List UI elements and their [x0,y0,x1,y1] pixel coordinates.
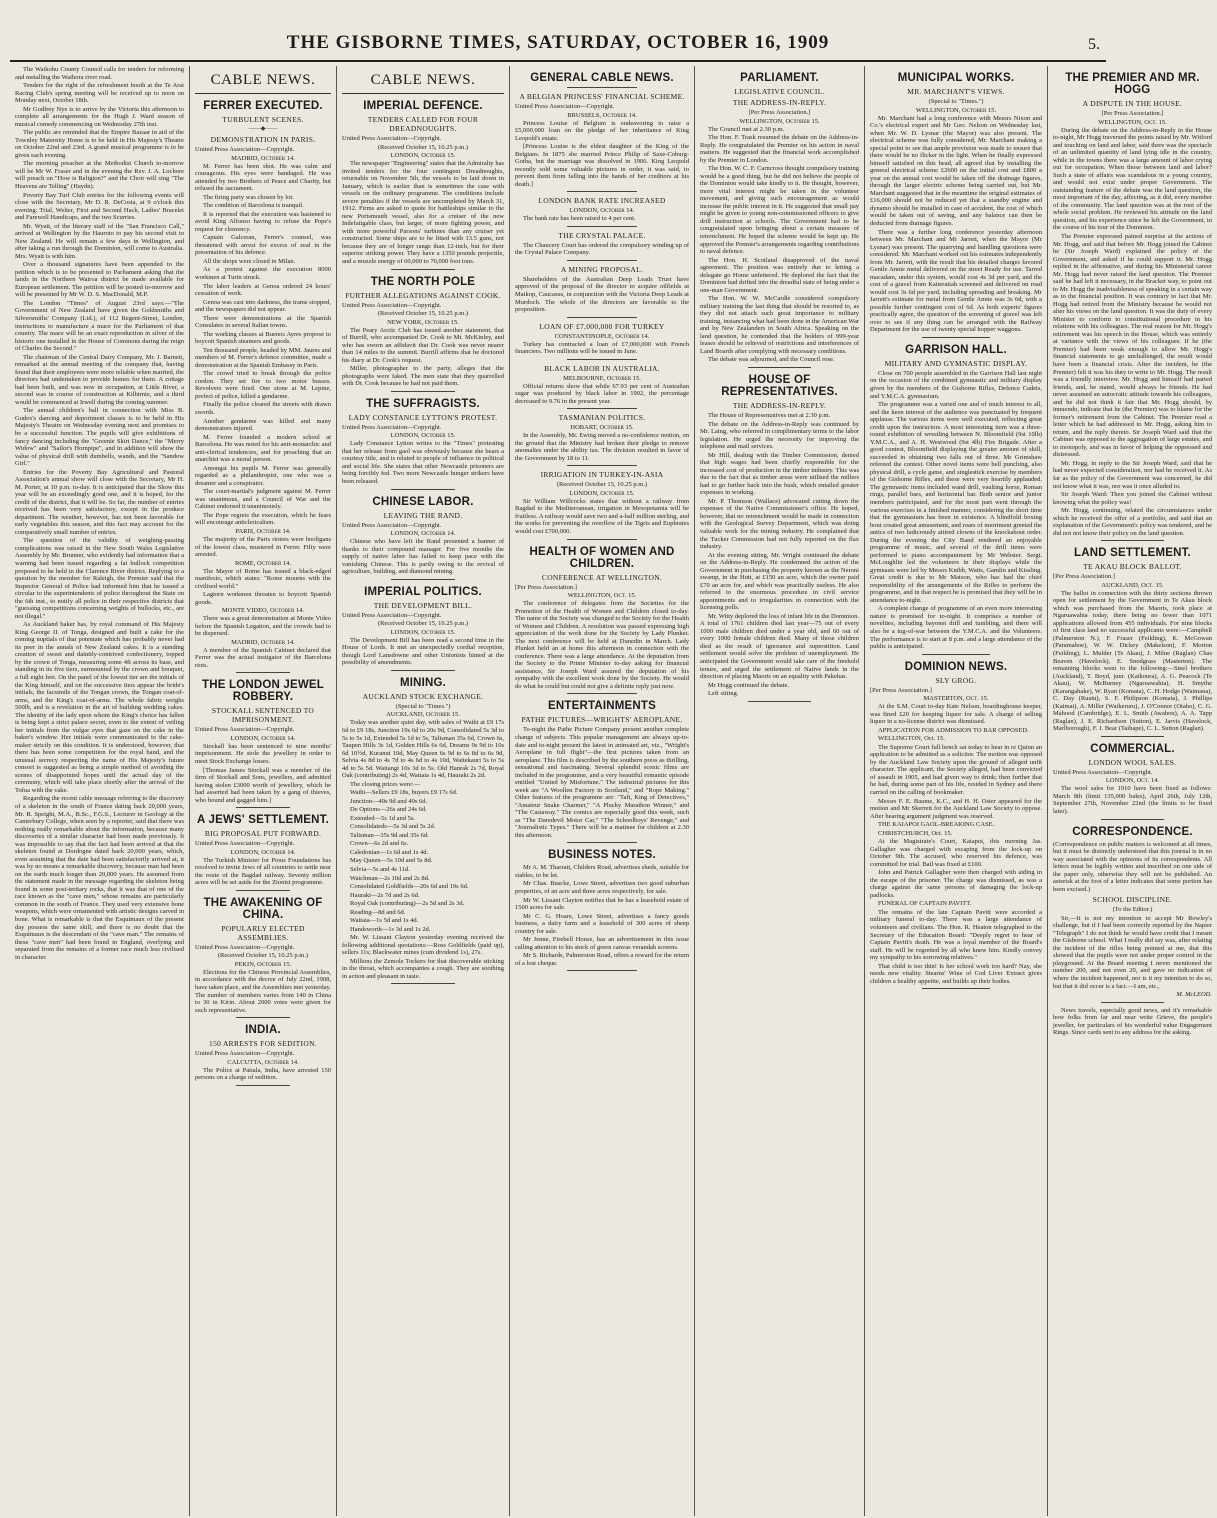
dateline: HOBART, October 15. [570,424,634,432]
received-note: (Received October 15, 10.25 p.m.) [556,481,648,489]
section-rule [236,890,290,891]
column-5 [695,66,865,1516]
article-subheading: IRRIGATION IN TURKEY-IN-ASIA [540,470,664,480]
article-paragraph: The Police at Patiala, India, have arrested 150 persons on a charge of sedition. [195,1066,331,1082]
section-rule [748,701,812,702]
local-news-paragraph: Regarding the recent cable message referring to the discovery of a skeleton in the south of France dating back 20,000 years, Mr. R. Speight, M.A., B.Sc., F.G.S., Lecturer in Geology at the Canterbury College, when seen by a reporter, said that there was nothing really remarkable about the information, because many discoveries of a similar character had been made previously. It was impossible to say that the fact had been arrived at that the skeleton found at Dordogne dated back 20,000 years, which, even assuming that the date had been satisfactorily arrived at, it was by no means a remarkable discovery, because man had been on the earth much longer than 20,000 years. He assumed from the statement made in the message regarding the skeleton being found in some post-tertiary rocks, that it was that of one of the race known as the "cave men," whose remains are particularly common in the south of France. They used very extensive bone weapons, which were ornamented with artistic designs carved in bone. What is remarkable is that the Esquimaux of the present day possess the same skill, and there is no doubt that the Esquimaux is the descendant of the "cave man." The remains of these "cave men" had been found in England, overlying and separated from the remains of a former race much less civilised in character. [15,795,184,961]
local-news-paragraph: The question of the validity of weighing-passing complications was raised in the New South Wales Legislative Assembly by Mr. Brunner, who evidently had information that a warning had been issued regarding a fat bullock competition proposed to be held in the Clarence River district. Replying to a question by the member for Raleigh, the Premier said that the Inspector General of Police had informed him that he issued a circular to the superintendents of police throughout the State on the 6th inst., to notify all police in their respective districts that "guessing competitions concerning weights of bullocks, etc., are not illegal." [15,537,184,620]
article-paragraph: Hauraki—2s 7d and 2s 6d. [350,891,420,899]
press-credit: [Per Press Association.] [515,583,577,591]
article-subheading: MR. MARCHANT'S VIEWS. [907,87,1005,96]
dateline: WELLINGTON, October 15. [739,117,820,125]
article-subheading: AUCKLAND STOCK EXCHANGE. [362,691,484,701]
dateline: WELLINGTON, Oct. 15. [567,592,637,600]
article-subheading: FURTHER ALLEGATIONS AGAINST COOK. [345,290,501,300]
press-credit: United Press Association—Copyright. [342,135,442,142]
article-headline: DOMINION NEWS. [904,660,1008,673]
article-paragraph: Mr Hogg continued the debate. [708,681,790,689]
article-paragraph: The debate was adjourned, and the Council rose. [708,356,835,364]
received-note: (Received October 15, 10.25 p.m.) [377,620,469,628]
page-number: 5. [1088,36,1100,53]
article-headline: THE AWAKENING OF CHINA. [203,896,323,921]
article-paragraph: It is reported that the execution was hastened to avoid King Alfonso having to refuse the Pope's request for clemency. [195,210,331,233]
section-rule [236,807,290,808]
article-subheading: PATHE PICTURES—WRIGHTS' AEROPLANE. [521,715,683,725]
article-paragraph: The ballot in connection with the thirty sections thrown open for settlement by the Government in Te Akau block which was purchased from the Maoris, took place at Ngaruawahia today, there being no fewer than 1071 applications allowed from 455 individuals. For nine blocks of first class land no successful applicants were:—Campbell (Palmerston N.), F. Fraser (Feilding), K. McGowan (Patumahoe), W. W. Dickey (Makelson), F. Morton (Feilding), L. Mulder (Te Akau), J. Milne (Raglan) Chas Beaven (Havelock), E. Snodgrass (Masterton). The remaining blocks went to the following:—Steel brothers (Auckland), T. Boyd, junr. (Kaikoura), A. G. Peacock (Te Akau), W. McBurney (Ngaruawahia), H. Smythe (Karangahake), W. Ryan (Komata), C. H. Hodge (Waimana), C. Day (Ruatu), S. F. Philipson (Komata), J. Phillips (Kaimai), A. Miller (Waikeruru), J. O'Connor (Otaho), C. G. Mahood (Cambridge), E. L. Smith (Awahou), A. A. Tapp (Raglan), J. E. Richardson (Sutton), E. Jarvis (Havelock, Marlborough), F. J. Bear (Taihape), C. L. Sutton (Raglan). [1053,589,1212,733]
article-paragraph: There were demonstrations at the Spanish Consulates in several Italian towns. [195,314,331,330]
article-paragraph: The working classes at Buenos Ayres propose to boycott Spanish steamers and goods. [195,330,331,346]
article-paragraph: The Pope regrets the execution, which he fears will encourage anticlericalism. [195,511,331,527]
article-paragraph: The House of Representatives met at 2.30 p.m. [708,412,831,419]
press-credit: [Per Press Association.] [870,686,932,694]
article-subheading: CONFERENCE AT WELLINGTON. [541,572,663,582]
article-paragraph: Mr. Witty deplored the loss of infant life in the Dominion. A total of 1761 children died last year—75 out of every 1000 male children died under a year old, and 60 out of every 1000 female children died. Many of those children died as the result of ignorance and superstition. Land settlement would solve the problem of unemployment. He anticipated the Government would take care of the freehold tenure, and urged the settlement of Native lands in the direction of placing Maoris on an equality with Pakehas. [700,612,859,681]
article-paragraph: Mr S. Richards, Palmerston Road, offers a reward for the return of a lost cheque. [515,952,689,967]
dateline: CONSTANTINOPLE, October 14. [554,332,650,340]
section-rule [391,489,456,490]
section-rule [1101,540,1165,541]
dateline: LONDON, October 15. [569,489,635,497]
article-subheading: THE ADDRESS-IN-REPLY. [732,401,827,410]
section-rule [567,359,637,360]
article-subheading: SLY GROG. [935,675,977,685]
article-headline: BUSINESS NOTES. [548,849,656,862]
article-paragraph: M. Ferrer founded a modern school at Barcelona. He was noted for his anti-monarchic and anti-clerical tendencies, and for preaching that an anarchist was a moral person. [195,433,331,464]
article-headline: A JEWS' SETTLEMENT. [197,814,329,827]
section-rule [391,391,456,392]
article-paragraph: Millions the Zemole Tockers for that discoverable sticking in the throat, which accompanies a cough. They are soothing in action and pleasant in taste. [342,957,504,980]
article-paragraph: Crown—6s 2d and 6s. [350,840,409,848]
article-paragraph: Shareholders of the Australian Deep Leads Trust have approved of the proposal of the director to acquire oilfields at Maikop, Caucasus, in conjunction with the Victoria Deep Leads at Murdoch. The whole of the directors are favorable to the proposition. [515,275,689,314]
article-paragraph: The Supreme Court full bench sat today to hear in re Quinn an application to be admitted as a solicitor. The motion was opposed by the Auckland Law Society upon the ground of alleged unfit character. The applicant, the Society alleged, had been convicted of assault in 1905, and had given way to drink; then further that he had, during some part of his life, resided in Sydney and there carried on the calling of bookmaker. [870,743,1042,796]
dateline: MADRID, October 14. [231,638,295,646]
dateline: NEW YORK, October 15. [387,318,459,326]
article-paragraph: Close on 700 people assembled in the Garrison Hall last night on the occasion of the combined gymnastic and military display given by the members of the Gisborne Rifles, Defence Cadets, and Y.M.C.A. gymnasium. [870,369,1042,400]
article-subheading: LONDON BANK RATE INCREASED [538,196,666,206]
ornament-rule: ——◆—— [248,126,278,132]
article-headline: CORRESPONDENCE. [1072,825,1193,838]
column-header: GENERAL CABLE NEWS. [530,72,674,84]
section-rule [567,191,637,192]
section-rule [391,579,456,580]
article-paragraph: The closing prices were:— [350,780,421,788]
column-6 [865,66,1048,1516]
article-paragraph: The Hon. W. C. F. Carncross thought compulsory training would be a good thing, but he did not believe the people of the Dominion would take kindly to it. He thought, however, more vital interest might be taken in the volunteer movement, and giving such encouragement as would increase the public interest in it. He suggested that small pay might be given to young non-commissioned officers to give drill instruction at schools. The Government had to be congratulated upon bringing about a certain measure of retrenchment. He hoped the scheme would be kept up. He approved the Premier's arrangements regarding contributions to naval defence. [700,165,859,256]
article-paragraph: A member of the Spanish Cabinet declared that Ferrer was the actual instigator of the Barcelona riots. [195,646,331,669]
section-rule [567,408,637,409]
press-credit: [Per Press Association.] [748,109,811,116]
press-credit: United Press Association—Copyright. [195,1050,295,1058]
article-paragraph: Another gendarme was killed and many demonstrators injured. [195,417,331,433]
press-credit: United Press Association—Copyright. [342,521,442,529]
article-paragraph: Consolidated Goldfields—20s 6d and 19s 6d. [350,883,469,891]
article-paragraph: Stockall has been sentenced to nine months' imprisonment. He stole the jewellery in order to meet Stock Exchange losses. [195,742,331,765]
local-news-paragraph: The morning preacher at the Methodist Church to-morrow will be Mr W. Fraser and in the evening the Rev. J. A. Lochore will preach on "How is Religion?" and the Choir will sing "The Heavens are Telling" (Haydn). [15,160,184,190]
article-subheading: 150 ARRESTS FOR SEDITION. [209,1039,317,1049]
article-paragraph: May Queen—5s 10d and 5s 8d. [350,857,433,865]
article-headline: MINING. [399,676,447,689]
dateline: PEKIN, October 15. [234,960,292,968]
section-rule [567,693,637,694]
dateline: LONDON, October 15. [390,628,456,636]
section-rule [391,670,456,671]
press-credit: United Press Association—Copyright. [515,103,615,110]
article-headline: HOUSE OF REPRESENTATIVES. [721,374,838,398]
article-paragraph: At the evening sitting, Mr. Wright continued the debate on the Address-in-Reply. He condemned the action of the Government in purchasing the property known as the Neroni swamp, in the Hutt, at £150 an acre, which the owner paid £70 an acre for, and which was practically useless. He also referred to the enormous procedure in civil service appointments and to irregularities in connection with the licensing polls. [700,551,859,612]
article-paragraph: That child is too thin! Is her school work too hard? Nay, she needs new vitality. Stearns' Wine of Cod Liver Extract gives children a healthy appetite, and builds up their bodies. [870,962,1042,985]
article-subheading: BIG PROPOSAL PUT FORWARD. [204,829,322,839]
article-paragraph: Selvia—5s and 4s 11d. [350,866,410,873]
section-rule [1101,1002,1165,1003]
article-paragraph: The bank rate has been raised to 4 per cent. [523,215,636,223]
article-paragraph: To-night the Pathe Picture Company present another complete change of subjects. This popular management are always up-to-date and to-night present the latest in animated art, viz., "Wright's Aeroplane in full flight"—the first pictures taken from an aeroplane. This film is described by the southern press as thrilling, sensational and fascinating. Several splendid scenic films are included in the programme, and a very beautiful romantic episode entitled "United by Misfortune." The industrial pictures for this week are "A Woollen Factory in Scotland," and "Rope Making." Other features of the programme are: "Taft, King of Detectives," "Amateur Snake Charmer," "A Plucky Marathon Winner," and "The Castaway." The comics are especially good this week, such as "The Daredevil Motor Car," "The Schoolboys' Revenge," and "Journalistic Types." There will be a matinee for children at 2.30 this afternoon. [515,726,689,839]
article-paragraph: Waihi—Sellers £9 18s, buyers £9 17s 6d. [350,789,458,797]
article-paragraph: Princess Louise of Belgium is endeavoring to raise a £5,000,000 loan on the pledge of her inheritance of King Leopold's estate. [515,119,689,142]
masthead [10,22,1106,62]
section-rule [567,465,637,466]
column-4 [510,66,695,1516]
article-paragraph: In the Assembly, Mr. Ewing moved a no-confidence motion, on the ground that the Ministry had broken their pledge to remove anomalies under the ability tax. The division resulted in favor of the Government by 18 to 11. [515,432,689,462]
article-paragraph: The conference of delegates from the Societies for the Promotion of the Health of Women and Children closed to-day. The name of the Society was changed to the Society for the Health of Women and Children. A resolution was passed expressing high appreciation of the work done for the Society by Lady Plunket. The next conference will be held at Dunedin in March. Lady Plunket held an at home this afternoon in connection with the conference. There was a large attendance. At the deputation from the Society to the Prime Minister to-day asking for financial assistance, Sir Joseph Ward assured the deputation of his sympathy with the excellent work done by the Society. He would do what he could but could not give a definite reply just now. [515,600,689,690]
article-paragraph: The crowd tried to break through the police cordon. They set fire to two motor busses. Revolvers were fired. One stone at M. Lepine, prefect of police, killed a gendarme. [195,370,331,400]
article-paragraph: FUNERAL OF CAPTAIN PAVITT. [878,900,972,908]
article-paragraph: WELLINGTON, Oct. 15. [878,735,945,743]
special-credit: (Special to "Times.") [928,98,984,105]
article-paragraph: Royal Oak (contributing)—2s 5d and 2s 3d. [350,900,465,908]
press-credit: [Per Press Association.] [1053,573,1115,581]
article-headline: THE SUFFRAGISTS. [366,397,480,410]
article-paragraph: The condition of Barcelona is tranquil. [203,202,304,210]
article-paragraph: Genoa was cast into darkness, the trams stopped, and the newspapers did not appear. [195,298,331,314]
article-subheading: TENDERS CALLED FOR FOUR DREADNOUGHTS. [367,115,479,133]
column-1 [10,66,190,1516]
article-paragraph: Extended—5s 1d and 5s. [350,814,415,822]
local-news-paragraph: The chairman of the Central Dairy Company, Mr. J. Barnett, remarked at the annual meeting of the company that, having found that their employees were more reliable when married, the directors had undertaken to provide homes for them. A cottage had been built, and was now in occupation, at Little River, a second was in course of construction at Kilbirnie, and a third would be commenced at Irwell during the coming summer. [15,353,184,406]
article-paragraph: The Council met at 2.30 p.m. [708,125,785,133]
received-note: (Received October 15, 10.25 p.m.) [377,310,469,318]
article-paragraph: At the Magistrate's Court, Kaiapoi, this morning Jas. Gallagher was charged with escaping from the lock-up on October 9th. The accused, who reserved his defence, was committed for trial. Bail was fixed at £100. [870,838,1042,868]
section-rule [236,1085,290,1086]
editor-note: (Correspondence on public matters is welcomed at all times, but it must be distinctly understood that this journal is in no way associated with the opinions of its correspondents. All letters must be legibly written and inscribed on one side of the paper only, otherwise they will not be published. An asterisk at the foot of a letter indicates that some portion has been excised.) [1053,840,1212,893]
article-subheading: MILITARY AND GYMNASTIC DISPLAY. [884,358,1028,368]
article-subheading: THE ADDRESS-IN-REPLY. [732,98,827,107]
advertisement-paragraph: News travels, especially good news, and it's remarkable how folks from far and near write Grieve, the people's jeweller, for particulars of his wonderful value Engagement Rings. Since cards sent to any address for the asking. [1053,1006,1212,1037]
dateline: MELBOURNE, October 15. [563,374,641,382]
article-paragraph: The majority of the Paris rioters were hooligans of the lowest class, mustered in Ferrer. Fifty were arrested. [195,535,331,559]
press-credit: United Press Association—Copyright. [195,943,295,951]
article-paragraph: CHRISTCHURCH, Oct. 15. [878,829,953,837]
press-credit: United Press Association—Copyright. [195,726,295,734]
local-news-paragraph: Mr Godfrey Nye is to arrive by the Victoria this afternoon to complete all arrangements for the Hugh J. Ward season of musical comedy commencing on Wednesday 27th inst. [15,105,184,128]
article-paragraph: The Chancery Court has ordered the compulsory winding up of the Crystal Palace Company. [515,241,689,257]
article-paragraph: There was a great demonstration at Monte Video before the Spanish Legation, and the crowds had to be dispersed. [195,615,331,638]
dateline: MASTERTON, Oct. 15. [923,695,989,703]
section-rule [567,970,637,971]
section-rule [567,539,637,540]
column-7 [1048,66,1217,1516]
article-paragraph: Messrs F. E. Baume, K.C., and H. H. Oster appeared for the motion and Mr Skerrett for the Auckland Law Society to oppose. After hearing argument judgment was reserved. [870,797,1042,820]
article-headline: CHINESE LABOR. [372,495,474,508]
article-subheading: A MINING PROPOSAL. [560,264,644,274]
dateline: LONDON, October 15. [390,432,456,440]
article-paragraph: Chinese who have left the Rand presented a banner of thanks to their compound manager. For five months the supply of native labor has failed to keep pace with the vanishing Chinese. This is partly owing to the revival of agriculture, building, and diamond mining. [342,538,504,576]
article-paragraph: The labor leaders at Genoa ordered 24 hours' cessation of work. [195,282,331,298]
article-paragraph: Today was another quiet day, with sales of Waihi at £9 17s 6d to £9 18s, Junction 19s 6d to 20s 9d, Consolidated 5s 3d to 5s to 5s 1d, Extended 5s 1d to 5s, Talisman 35s 6d, Crown 6s, Taupen Hills 3s 1d, Golden Hills 6s 6d, Dreams 9s 9d to 10s 6d 10½d, Kuranui 10d, May Queen 6s 9d to 6s 8d to 6s 9d, Selvia 4s 8d to 4s 7d to 4s 6d to 4s 10d, Waitekauri 5s to 5s 4d to 5s 5d. Waitangi 10s 3d to 5s. Old Hanrak 2s 7d, Royal Oak (contributing) 2s 4d, Waitaia 1s 4d, Hauraki 2s 2d. [342,719,504,780]
local-news-paragraph: Tenders for the right of the refreshment booth at the Te Arai Racing Club's spring meeting will be received up to noon on Monday next, October 18th. [15,82,184,105]
article-subheading: DEMONSTRATION IN PARIS. [210,135,316,144]
article-headline: IMPERIAL DEFENCE. [363,100,483,112]
dateline: WELLINGTON, October 15. [915,106,997,114]
article-paragraph: A complete change of programme of an even more interesting nature is promised for to-night. It comprises a number of novelties, including bayonet drill and tumbling, and there will also be a tug-of-war between the Y.M.C.A. and the Volunteers. The performance is to start at 8 p.m. and a large attendance of the public is anticipated. [870,605,1042,651]
article-paragraph: The Peary Arctic Club has issued another statement, that of Burrill, who accompanied Dr. Cook to Mt. McKinley, and who has sworn an affidavit that Dr. Cook was never nearer than 14 miles to the summit. Burrill affirms that he doctored his diary at Dr. Cook's request. [342,326,504,364]
special-credit: (Special to "Times.") [395,702,451,710]
article-paragraph: Mr. Marchant had a long conference with Messrs Nixon and Co.'s electrical expert and Mr Geo. Nelson on Wednesday last, when Mr. W. D. Lysnar (the Mayor) was also present. The electrical scheme was fully considered, Mr. Marchant making a special point to see that ample provision was made to ensure that there would be no flicker in the light. When he finally expressed himself satisfied on this head, all agreed that by installing the general electrical scheme £2600 on the initial cost and £800 a year on the annual cost would be taken off the drainage figures, through the larger electric scheme being carried out, but Mr. Marchant suggested that in the meantime the original estimates of £16,000 should not be reduced yet that a standby engine and dynamo should be installed in case of accident, the cost of which would be taken out of saving, and any balance can then be deducted from drainage figures. [870,114,1042,227]
dateline: WELLINGTON, Oct. 15. [1098,118,1167,126]
article-subheading: THE DEVELOPMENT BILL. [373,600,473,610]
article-paragraph: THE KAIAPOI GAOL-BREAKING CASE. [878,821,995,829]
press-credit: United Press Association—Copyright. [195,146,295,153]
section-rule [1101,819,1165,820]
article-subheading: LONDON WOOL SALES. [1088,757,1177,767]
local-news-paragraph: As Auckland baker has, by royal command of His Majesty King George II. of Tonga, designed and built a cake for the coming nuptials of that potentate which has probably never had its peer in the annals of New Zealand cakes. It is a standing creation of sweet and daintily-contrived confectionery, topped by the crown of Tonga, measuring some 4ft across its base, and standing in its five tiers, surmounted by the crown and bouquet, a full eight feet. On the panel of the lowest tier are the initials of the King himself, and on the successive tiers appear the bride's initials, the facsimile of the Tongan crown, the Tongan coat-of-arms, and the King's coat-of-arms. The whole fabric weighs 500lb, and is a revelation in the art of building wedding cakes. The identity of the lady upon whom the King's choice has fallen is being kept a strict palace secret, even to the extent of veiling her initials from the vulgar eyes that gaze on the cake in the baker's window. Her initials were communicated to the cake-maker strictly on this condition. It is understood, however, that there has been some competition for the royal hand, and the unusual secrecy respecting the name of His Majesty's future consort is suggested as being a simple method of avoiding the scenes of disappointed hopes until the actual day of the ceremony, which will take place shortly after the arrival of the Tofua with the cake. [15,621,184,794]
article-paragraph: At the S.M. Court to-day Kate Nelson, boardinghouse keeper, was fined £20 for keeping liquor for sale. A charge of selling liquor in a no-license district was dismissed. [870,703,1042,726]
article-paragraph: Talisman—35s 9d and 35s 6d. [350,831,429,839]
article-paragraph: [Princess Louise is the eldest daughter of the King of the Belgians. In 1875 she married Prince Philip of Saxe-Coburg-Gotha, but the marriage was dissolved in 1906. King Leopold recently sold some valuable pictures in order, it was said, to prevent them from falling into the hands of her creditors at his death.] [515,143,689,188]
article-subheading: TASMANIAN POLITICS. [558,413,646,423]
section-rule [567,260,637,261]
article-paragraph: Amongst his pupils M. Ferrer was generally regarded as a philanthropist, one who was a dreamer and a conspirator. [195,464,331,487]
section-rule [236,672,290,673]
article-paragraph: Sir Joseph Ward: Then you joined the Cabinet without knowing what the policy was! [1053,491,1212,506]
article-subheading: TE AKAU BLOCK BALLOT. [1083,562,1182,572]
article-headline: FERRER EXECUTED. [203,100,323,112]
section-rule [1101,736,1165,737]
article-paragraph: Handsworth—1s 3d and 1s 2d. [350,925,431,933]
section-rule [567,317,637,318]
dateline: LONDON, October 14. [569,207,635,215]
article-paragraph: All the shops were closed in Milan. [203,257,296,265]
section-rule [922,337,991,338]
article-paragraph: Left sitting. [708,690,739,698]
press-credit: United Press Association—Copyright. [342,301,442,309]
local-news-paragraph: The public are reminded that the Empire Bazaar in aid of the Townley Maternity Home is to be held in His Majesty's Theatre on October 22nd and 23rd. A grand musical programme is to be given each evening. [15,129,184,159]
dateline: LONDON, October 14. [230,848,296,856]
article-subheading: LEGISLATIVE COUNCIL. [734,87,825,96]
article-paragraph: Official returns show that while 67.93 per cent of Australian sugar was produced by black labor in 1902, the percentage decreased to 9.76 in the present year. [515,382,689,405]
article-headline: THE LONDON JEWEL ROBBERY. [201,679,325,704]
press-credit: United Press Association—Copyright. [195,840,295,848]
article-paragraph: Lady Constance Lytton writes to the "Times" protesting that her release from gaol was obviously because she bears a courtesy title, and is related to people of influence in political and social life. She states that other Newcastle prisoners are being forcibly fed. Two more Newcastle hunger strikers have been released. [342,440,504,485]
local-news-paragraph: The annual children's ball in connection with Miss B. Gudex's dancing and deportment classes is to be held in His Majesty's Theatre on Wednesday evening next and promises to be a successful function. The pupils will give exhibitions of fancy dancing including the "Greenie Skirt Dance," the "Merry Widow" and "Sailor's Hornpipe", and in addition will show the value of physical drill with dumbells, wands, and the "Sandow Girl." [15,407,184,468]
article-paragraph: The court-martial's judgment against M. Ferrer was unanimous, and a Council of War and the Cabinet endorsed it unanimously. [195,488,331,511]
section-rule [236,1017,290,1018]
article-subheading: A BELGIAN PRINCESS' FINANCIAL SCHEME. [519,92,685,101]
dateline: LONDON, October 14. [230,734,296,742]
article-paragraph: Mr. P. Thomson (Wallace) advocated cutting down the expenses of the Native Commissioner's office. He hoped, however, that no retrenchment would be made in connection with the Geological Survey Department, which was doing valuable work for the mining industry. He complained that the Tucker Commission had not fully reported on the flax industry. [700,497,859,551]
dateline: PARIS, October 14. [235,527,291,535]
article-paragraph: Turkey has contracted a loan of £7,000,000 with French financiers. Two millions will be issued in June. [515,340,689,356]
local-news-paragraph: The London "Times" of August 23rd says:—"The Government of New Zealand have given the Goldsmiths and Silversmiths' Company (Ltd.), of 112 Regent-Street, London, instructions to manufacture a mace for the Parliament of that country. The mace will be an exact reproduction in silver of the historic one installed in the House of Commons during the reign of Charles the Second." [15,299,184,353]
article-paragraph: The Turkish Minister for Pious Foundations has resolved to invite Jews of all countries to settle near the route of the Bagdad railway. Seventy million acres will be set aside for the Zionist programme. [195,856,331,887]
article-paragraph: As a protest against the execution 8000 workmen at Turin struck. [195,266,331,281]
article-paragraph: The debate on the Address-in-Reply was continued by Mr. Laing, who referred in complimentary terms to the labor legislation. He urged the necessity for improving the telephone and mail services. [700,420,859,451]
column-header: CABLE NEWS. [342,66,504,94]
press-credit: United Press Association—Copyright. [342,611,442,619]
columns [10,66,1212,1516]
article-headline: HEALTH OF WOMEN AND CHILDREN. [529,545,675,570]
column-header: PARLIAMENT. [740,72,819,84]
article-paragraph: Miller, photographer to the party, alleges that the photographs were faked. The men state that they quarrelled with Dr. Cook because he had not paid them. [342,365,504,388]
article-paragraph: Mr A. M. Tharratt, Childers Road, advertises sheds, suitable for stables, to be let. [515,864,689,879]
article-paragraph: During the debate on the Address-in-Reply in the House to-night, Mr Hogg traversed the points raised by Mr. Witford and touching on land and labor, said there was the spectacle of an unlimited quantity of land lying idle in the country, while in the towns there was a large amount of labor crying out for occupation. When those between land and labor? Such a state of affairs was scandalous in a young country, and would not exist under proper Government. The outstanding feature of the debate was the land question, the most important of the day, affecting, as it did, every member of the community. The land question was at the root of the whole social problem. He reviewed his attitude on the land question, and his experience since he left the Government, in the course of his tour of the Dominion. [1053,126,1212,232]
article-paragraph: Watchman—2s 10d and 2s 8d. [350,874,430,882]
article-paragraph: The Hon. W. W. McCardle considered compulsory military training the last thing that should be resorted to, as they did not attach such great importance to military training, instancing what had been done in the American War and by New Zealanders in South Africa. Speaking on the land question, he contended that the holders of 999-year leases should be relieved of restrictions and interferences of Land Boards after complying with necessary conditions. [700,295,859,355]
article-paragraph: The Hon. F. Trask resumed the debate on the Address-in-Reply. He congratulated the Premier on his action in naval matters. He suggested that the financial work accomplished by the Premier in London. [700,134,859,164]
column-2 [190,66,337,1516]
article-paragraph: Lagtorn workmen threaten to boycott Spanish goods. [195,591,331,606]
article-paragraph: Consolidateds—5s 3d and 5s 2d. [350,823,436,831]
local-news-paragraph: Over a thousand signatures have been appended to the petition which is to be presented to Parliament asking that the lands in the Northern Wairoa district be made available for European settlement. The petition will be posted to-morrow and will be presented by Mr W. D. S. MacDonald, M.P. [15,261,184,299]
article-paragraph: Mr. W. Lissant Clayton yesterday evening received the following additional quotations:—Ross Goldfields (paid up), sellers 11s; Blackwater mines (cum dividend 1s), 27s. [342,934,504,957]
dateline: AUCKLAND, October 15. [386,711,460,719]
article-paragraph: Finally the police cleared the streets with drawn swords. [195,401,331,416]
article-headline: INDIA. [245,1024,281,1037]
local-news-paragraph: Mr. Wyatt, of the literary staff of the "San Francisco Call," arrived at Wellington by the Hauroto to pay his second visit to New Zealand. He will remain a few days in Wellington, and after taking a run through the Dominion, will come to Australia. Mrs. Wyatt is with him. [15,222,184,260]
article-subheading: A DISPUTE IN THE HOUSE. [1082,99,1183,108]
article-subheading: LADY CONSTANCE LYTTON'S PROTEST. [348,412,498,422]
local-news-paragraph: The Waikohu County Council calls for tenders for reforming and metalling the Waihora river road. [15,66,184,81]
article-paragraph: There was a further long conference yesterday afternoon between Mr. Marchant and Mr Jarrett, when the Mayor (Mr Lysnar) was present. The quarrying and handling questions were considered. Mr. Marchant worked out his estimates independently from Mr. Jarrett, with the result that his detailed charges favored Gentle Annie metal delivered on the street Ready for use. Tarred macadam, under this system, would cost 4s 3d per yard, and the cost of a gravel from Kaiteratiah screened and delivered on road would cost 3s 6d per yard, including spreading and breaking. Mr Jarrett's estimate for metal from Gentle Annie was 3s 6d, with a possible further contingent cost of 6d. As both experts' figures practically agree, the question of the screening of gravel was left over to see if any thing can be arranged with the Railway Department for the use of twenty special hopper waggons. [870,228,1042,334]
article-paragraph: Mr. Hogg, continuing, related the circumstances under which he received the offer of a portfolio, and said that an explanation of the Government's policy was tendered, and he did not not know their policy on the land question. [1053,507,1212,537]
section-rule [567,87,637,88]
press-credit: United Press Association—Copyright. [1053,768,1153,776]
article-headline: COMMERCIAL. [1090,742,1175,755]
article-paragraph: Mr Hill, dealing with the Timber Commission, denied that high wages had been chiefly responsible for the increased cost of production in the timber industry. This was due to the fact that as timber areas were utilised the millers had to go further back into the bush, which entailed greater expenses in working. [700,451,859,497]
dateline: BRUSSELS, October 14. [567,111,637,119]
article-subheading: THE CRYSTAL PALACE. [558,230,646,240]
article-paragraph: De Options—26s and 24s 6d. [350,806,427,814]
article-paragraph: Mr. Hogg, in reply to the Sir Joseph Ward, said that he had never expected consideration, nor had he received it. As far as the policy of the Government was concerned, he did not know what it was, nor was it once alluded to. [1053,459,1212,490]
article-paragraph: The wool sales for 1910 have been fixed as follows: March 8th (limit 135,000 bales), April 26th, July 12th, September 27th, November 22nd (the limits to be fixed later). [1053,785,1212,815]
section-rule [391,269,456,270]
letter-title: SCHOOL DISCIPLINE. [1092,895,1173,905]
column-header: MUNICIPAL WORKS. [897,72,1015,84]
section-rule [922,654,991,655]
received-note: (Received October 15, 10.25 p.m.) [217,952,309,960]
article-headline: IMPERIAL POLITICS. [364,585,482,598]
section-rule [922,988,991,989]
article-paragraph: John and Patrick Gallagher were then charged with aiding in the escape of the prisoner. The charge was dismissed, as was a charge against the same persons of damaging the lock-up padlocks. [870,869,1042,899]
dateline: ROME, October 14. [234,559,292,567]
local-news-paragraph: Entries for the Poverty Bay Agricultural and Pastoral Association's annual show will close with the Secretary, Mr H. M. Porter, at 10 p.m. to-day. It is anticipated that the Show this year will be an exceedingly good one, and it is hoped, for the credit of the district, that it will be. So far, the number of entries received has been very satisfactory, except in the produce department. The weather, however, has not been favorable for early vegetables this season, and this fact may account for the comparatively small number of entries. [15,468,184,536]
received-note: (Received October 15, 10.25 p.m.) [377,143,469,151]
dateline: LONDON, Oct. 14. [1105,777,1160,785]
article-subheading: STOCKALL SENTENCED TO IMPRISONMENT. [211,706,315,725]
dateline: AUCKLAND, Oct. 15. [1101,581,1164,589]
article-paragraph: Elections for the Chinese Provincial Assemblies, in accordance with the decree of July 22nd, 1908, have taken place, and the Assemblies met yesterday. The number of members varies from 140 in China to 30 in Kirin. About 2000 votes were given for each representative. [195,968,331,1014]
article-paragraph: Sir William Willcocks states that without a railway from Bagdad to the Mediterranean, irrigation in Mesopotamia will be fruitless. A railway would save two and a-half million sterling, and the works for preventing the overflow of the Tigris and Euphrates would cost £700,000. [515,497,689,535]
dateline: MADRID, October 14. [231,154,295,162]
dateline: MONTE VIDEO, October 14. [221,607,305,615]
article-paragraph: Mr C. G. Hoare, Lowe Street, advertises a fancy goods business, a dairy farm and a leasehold of 300 acres of sheep country for sale. [515,912,689,935]
article-paragraph: Mr Jenne, Firebell House, has an advertisement in this issue calling attention to his stock of green canvas verandah screens. [515,936,689,951]
article-headline: ENTERTAINMENTS [547,700,656,713]
column-3 [337,66,510,1516]
letter-addressee: (To the Editor.) [1112,906,1153,914]
section-rule [391,983,456,984]
section-rule [748,367,812,368]
letter-paragraph: Sir,—It is not my intention to accept Mr Rowley's challenge, but if I had been correctly reported by the Napier "Telegraph" I do not think he would have credit that I meant the Gisborne school. What I really did say was, after relating the incident of the rifles being pointed at me, that this showed that the pupils were not under proper control in the playground. At the Board meeting I never mentioned the number 200, and not even 20, and gave no indication of where the incident happened, nor is it my intention to do so, but that it did occur is a fact.—I am, etc., [1053,914,1212,990]
press-credit: United Press Association—Copyright. [342,423,442,431]
article-paragraph: [Thomas James Stockall was a member of the firm of Stockall and Sons, jewellers, and admitted having stolen £3000 worth of jewellery, which he had asserted had been taken by a gang of thieves, who bound and gagged him.] [195,766,331,804]
newspaper-title: THE GISBORNE TIMES, SATURDAY, OCTOBER 16, 1909 [286,32,830,53]
article-paragraph: Junction—49s 9d and 49s 6d. [350,797,428,805]
dateline: CALCUTTA, October 14. [227,1058,299,1066]
article-subheading: TURBULENT SCENES. [222,115,304,124]
article-paragraph: APPLICATION FOR ADMISSION TO BAR OPPOSED. [878,726,1029,734]
article-paragraph: Waitaia—1s 5d and 1s 4d. [350,917,419,925]
article-paragraph: The firing party was chosen by lot. [203,193,294,201]
section-rule [567,226,637,227]
article-paragraph: The Development Bill has been read a second time in the House of Lords. It met an unexpectedly cordial reception, though Lord Lansdowne and other Unionists hinted at the possibility of amendments. [342,636,504,667]
article-paragraph: The programme was a varied one and of much interest to all, and the keen interest of the audience was punctuated by frequent applause. The various items were well executed, reflecting great credit upon the instructors. A most interesting item was a three-round exhibition of wrestling between N. Bloomfield (9st 10lb) Y.M.C.A., and A. H. Westwood (9st 4lb) Fire Brigade. After a good contest, Bloomfield displaying the greater amount of skill, succeeded in obtaining two falls out of three. Mr Grimshaw refereed the contest. Other novel items were bell punching, also physical drill, a cycle game, and singlestick exercise by members of the Gisborne Rifles, and these were very heartily applauded. The gymnastic items included wand drill, vaulting horse, Roman rings, parallel bars, and horizontal bar. Both senior and junior members participated, and for the most part went through the various exercises in a finished manner, considering the short time that the gymnasium has been in existence. A blindfold boxing bout created great amusement, and roars of merriment greeted the antics of two ludicrously attired clowns of the knockabout order. During the evening the City Band rendered an enjoyable programme of music, and several of the drill items were performed to piano accompaniment by Mr Webster. Sergt. McLoughlin led the volunteers in their displays while the gymnasts were led by Messrs Knibb, Watts, Gamlin and Kissling. Great credit is due to Mr Matson, who has had the chief responsibility of the arrangements of the Rifles to perform the programme, and in that respect he is promised that they will be in attendance to-night. [870,401,1042,604]
article-paragraph: The Premier expressed pained surprise at the actions of Mr. Hogg, and said that before Mr. Hogg joined the Cabinet he (Sir Joseph Ward) explained the policy of the Government, and asked if he could support it. Mr. Hogg replied in the affirmative, and during his Ministerial career Mr. Hogg had never raised the land question. The Premier said he had left it necessary, in the Bracket way, to point out to Mr. Hogg the inadvisableness of speaking in a certain way as to the financial position. It was contrary to fact that Mr. Hogg had retired from the Ministry because he would not alter his views on the land question. It was the duty of every Minister to conform to constitutional procedure in his relations with his colleagues. The real reason for Mr. Hogg's retirement was his speech in the House, which was entirely at variance with the views of his colleagues. If he (the Premier) had been weak enough to allow Mr. Hogg's financial statements to go unchallenged, the result would have been a financial crisis. After the incident, he (the Premier) felt it was his duty to write to Mr. Hogg. The result was a friendly interview. Mr. Hogg and himself had parted friends, and, he stated, would always be friends. He had never assumed an autocratic attitude towards his colleagues, and he did not think it fair that Mr. Hogg should, by innuendo, indicate that he (the Premier) was to blame for the former's retirement from the Cabinet. The Premier read a letter which he had addressed to Mr. Hogg, asking him to return, and the reply thereto. Sir Joseph Ward said that the Cabinet was opposed to the aggregation of large estates, and to monopoly, and was in favor of helping the oppressed and distressed. [1053,232,1212,459]
article-headline: LAND SETTLEMENT. [1074,547,1191,560]
article-subheading: BLACK LABOR IN AUSTRALIA. [544,363,660,373]
article-paragraph: Caledonian—1s 6d and 1s 4d. [350,848,429,856]
dateline: LONDON, October 14. [390,530,456,538]
local-news-paragraph: Poverty Bay Turf Club entries for the following events will close with the Secretary, Mr D. R. DeCosta, at 9 o'clock this evening: Trial, Welter, First and Second Hack, Ladies' Bracelet and Farewell Handicaps, and the two Scurries. [15,191,184,222]
article-subheading: LOAN OF £7,000,000 FOR TURKEY [539,321,665,331]
article-subheading: POPULARLY ELECTED ASSEMBLIES. [221,923,305,942]
article-paragraph: Mr Chas. Buscke, Lowe Street, advertises two good suburban properties, of an acre and three acres respectively, for sale. [515,880,689,895]
article-paragraph: Reading—8d and 6d. [350,908,406,916]
article-paragraph: Captain Galceran, Ferrer's counsel, was threatened with arrest for excess of zeal in the presentation of his defence. [195,234,331,257]
article-paragraph: Ten thousand people, headed by MM. Jaures and members of M. Ferrer's defence committee, made a demonstration at the Spanish Embassy in Paris. [195,346,331,369]
article-paragraph: The Hon. H. Scotland disapproved of the naval agreement. The position was entirely due to letting a delegate go Home unfettered. He deplored the fact that the Dominion had drifted into the dreadful state of being under a one-man Government. [700,256,859,294]
column-header: THE PREMIER AND MR. HOGG [1065,72,1200,96]
article-headline: GARRISON HALL. [905,343,1007,356]
article-paragraph: The remains of the late Captain Pavitt were accorded a military funeral to-day. There was a large attendance of volunteers and civilians. The Hon. R. Heaton telegraphed to the Secretary of the Education Board: "Deeply regret to hear of Captain Pavitt's death. He was a loyal member of the Board's staff. He will be regretted by all who knew him. Kindly convey my sympathy to his sorrowing relatives." [870,908,1042,962]
article-headline: THE NORTH POLE [370,275,476,288]
article-paragraph: The Mayor of Rome has issued a black-edged manifesto, which states: "Rome mourns with the civilised world." [195,567,331,590]
column-header: CABLE NEWS. [195,66,331,94]
dateline: LONDON, October 15. [390,152,456,160]
section-rule [567,842,637,843]
article-paragraph: Mr W. Lissant Clayton notifies that he has a leasehold estate of 1500 acres for sale. [515,896,689,912]
letter-signature: M. McLEOD. [1176,991,1212,999]
article-subheading: LEAVING THE RAND. [383,510,463,520]
press-credit: [Per Press Association.] [1101,110,1164,117]
article-paragraph: The newspaper "Engineering" states that the Admiralty has invited tenders for the four contingent Dreadnoughts, returnable on November 5th, the vessels to be laid down in January, which is earlier than is sometimes the case with vessels on the ordinary programme. The conditions include severe penalties if the vessels are uncompleted by March 31, 1912. Firms are asked to quote for battleships similar to the new Portsmouth vessel, also for a cruiser of the new Indefatigable class, but larger, of more fighting power, and with more powerful Parsons' turbines than any cruiser yet constructed. Some ships are to be fitted with 13.5 guns, not because they are of longer range than 12-inch, but for their superior striking power. They have a 1350 pounds projectile, and a muzzle energy of 60,000 to 70,000 foot tons. [342,160,504,265]
article-paragraph: M. Ferrer has been shot. He was calm and courageous. His eyes were bandaged. He was attended by two Brothers of Peace and Charity, but refused the sacrament. [195,162,331,193]
